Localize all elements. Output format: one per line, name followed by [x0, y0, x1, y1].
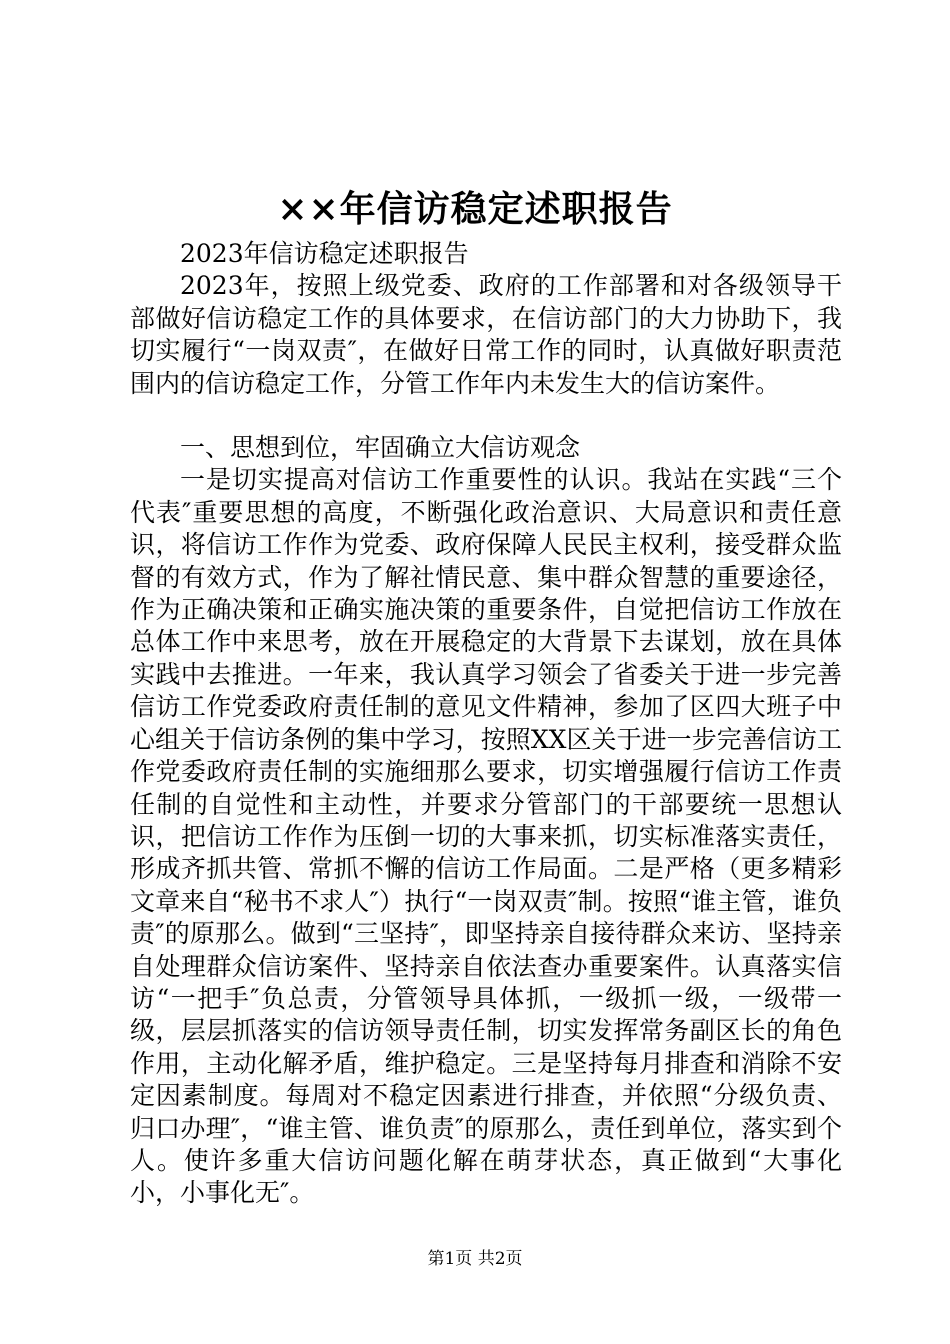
paragraph-spacer — [130, 400, 842, 432]
document-title: ××年信访稳定述职报告 — [277, 188, 673, 230]
page-footer: 第1页 共2页 — [427, 1249, 523, 1269]
intro-paragraph: 2023年，按照上级党委、政府的工作部署和对各级领导干部做好信访稳定工作的具体要求，在信访部门的大力协助下，我切实履行“一岗双责″，在做好日常工作的同时，认真做好职责范围内的信访稳定工作，分管工作年内未发生大的信访案件。 — [130, 271, 842, 398]
subtitle-line: 2023年信访稳定述职报告 — [180, 239, 469, 268]
body-paragraph: 一是切实提高对信访工作重要性的认识。我站在实践“三个代表″重要思想的高度，不断强化政治意识、大局意识和责任意识，将信访工作作为党委、政府保障人民民主权利，接受群众监督的有效方式，作为了解社情民意、集中群众智慧的重要途径，作为正确决策和正确实施决策的重要条件，自觉把信访工作放在总体工作中来思考，放在开展稳定的大背景下去谋划，放在具体实践中去推进。一年来，我认真学习领会了省委关于进一步完善信访工作党委政府责任制的意见文件精神，参加了区四大班子中心组关于信访条例的集中学习，按照XX区关于进一步完善信访工作党委政府责任制的实施细那么要求，切实增强履行信访工作责任制的自觉性和主动性，并要求分管部门的干部要统一思想认识，把信访工作作为压倒一切的大事来抓，切实标准落实责任，形成齐抓共管、常抓不懈的信访工作局面。二是严格（更多精彩文章来自“秘书不求人″）执行“一岗双责″制。按照“谁主管，谁负责″的原那么。做到“三坚持″，即坚持亲自接待群众来访、坚持亲自处理群众信访案件、坚持亲自依法查办重要案件。认真落实信访“一把手″负总责，分管领导具体抓，一级抓一级，一级带一级，层层抓落实的信访领导责任制，切实发挥常务副区长的角色作用，主动化解矛盾，维护稳定。三是坚持每月排查和消除不安定因素制度。每周对不稳定因素进行排查，并依照“分级负责、归口办理″，“谁主管、谁负责″的原那么，责任到单位，落实到个人。使许多重大信访问题化解在萌芽状态，真正做到“大事化小，小事化无″。 — [130, 465, 842, 1208]
section-heading: 一、思想到位，牢固确立大信访观念 — [180, 433, 581, 463]
document-body — [130, 238, 842, 1210]
